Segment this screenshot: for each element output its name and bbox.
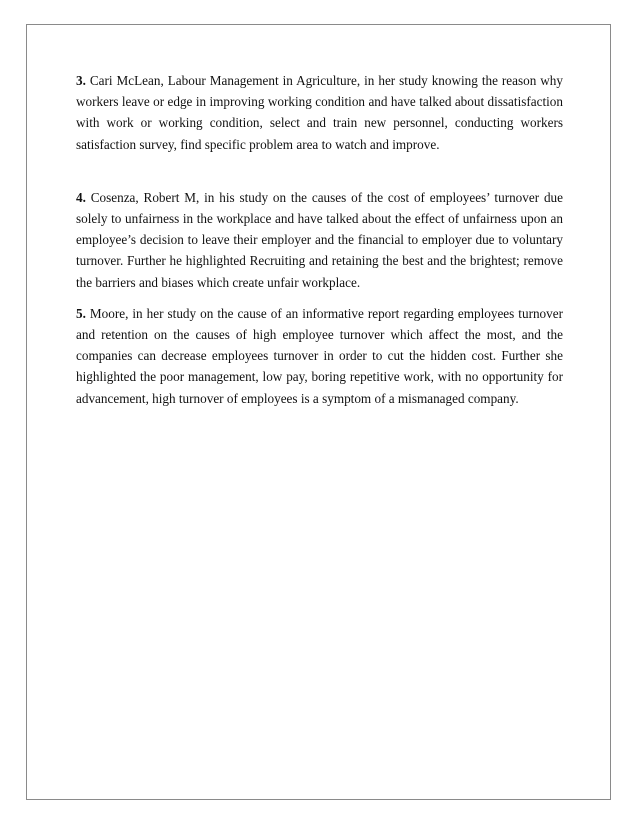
paragraph-text: Moore, in her study on the cause of an informative report regarding employees turnover and retention on the causes of high employee turnover which affect the most, and the companies can decrease employees turnover in order to cut the hidden cost. Further she highlighted the poor management, low pay, boring repetitive work, with no opportunity for advancement, high turnover of employees is a symptom of a mismanaged company. xyxy=(76,305,563,406)
paragraph-3 xyxy=(76,70,563,155)
paragraph-number: 4. xyxy=(76,189,86,205)
paragraph-text: Cosenza, Robert M, in his study on the causes of the cost of employees’ turnover due solely to unfairness in the workplace and have talked about the effect of unfairness upon an employee’s decision to leave their employer and the financial to employer due to voluntary turnover. Further he highlighted Recruiting and retaining the best and the brightest; remove the barriers and biases which create unfair workplace. xyxy=(76,189,563,290)
document-body xyxy=(76,70,563,409)
paragraph-number: 3. xyxy=(76,73,86,88)
paragraph-text: Cari McLean, Labour Management in Agriculture, in her study knowing the reason why workers leave or edge in improving working condition and have talked about dissatisfaction with work or working condition, select and train new personnel, conducting workers satisfaction survey, find specific problem area to watch and improve. xyxy=(76,73,563,152)
paragraph-4 xyxy=(76,187,563,293)
paragraph-number: 5. xyxy=(76,305,86,321)
paragraph-5 xyxy=(76,303,563,409)
